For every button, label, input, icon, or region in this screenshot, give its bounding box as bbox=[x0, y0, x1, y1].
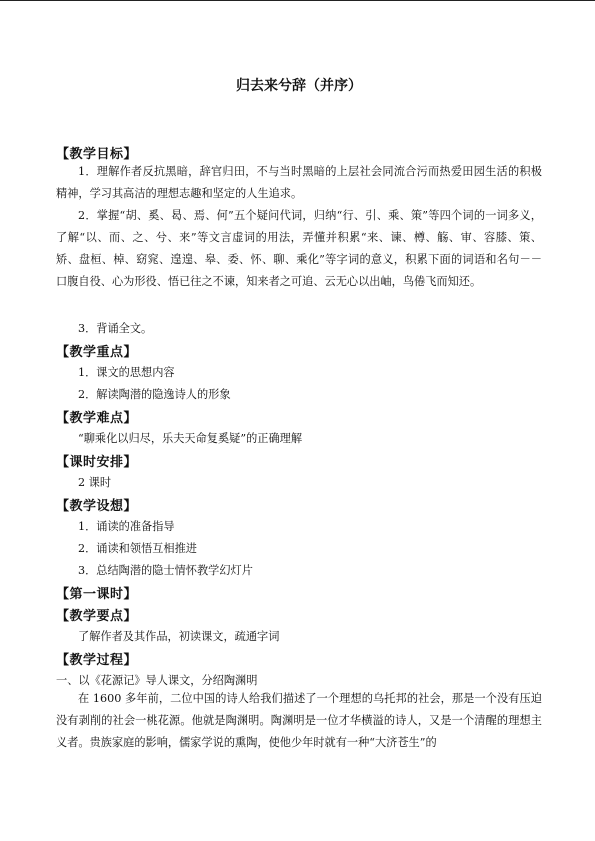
key-point-1: 1．课文的思想内容 bbox=[78, 366, 175, 379]
document-title: 归去来兮辞（并序） bbox=[236, 78, 362, 94]
objective-item-3: 3．背诵全文。 bbox=[78, 322, 153, 335]
heading-difficulties: 【教学难点】 bbox=[56, 411, 138, 426]
page-top-border bbox=[0, 0, 595, 1]
key-point-2: 2．解读陶潜的隐逸诗人的形象 bbox=[78, 388, 231, 401]
process-paragraph-1: 在 1600 多年前，二位中国的诗人给我们描述了一个理想的乌托邦的社会，那是一个没有压迫没有剥削的社会一桃花源。他就是陶渊明。陶渊明是一位才华横溢的诗人，又是一个清醒的理想主义者。贵族家庭的影响，儒家学说的熏陶，使他少年时就有一种“大济苍生”的 bbox=[56, 692, 542, 749]
heading-process: 【教学过程】 bbox=[56, 653, 138, 668]
heading-essentials: 【教学要点】 bbox=[56, 609, 138, 624]
heading-schedule: 【课时安排】 bbox=[56, 455, 138, 470]
design-item-2: 2．诵读和领悟互相推进 bbox=[78, 542, 197, 555]
design-item-1: 1．诵读的准备指导 bbox=[78, 520, 175, 533]
objective-item-1: 1．理解作者反抗黑暗，辞官归田，不与当时黑暗的上层社会同流合污而热爱田园生活的积极精神，学习其高洁的理想志趣和坚定的人生追求。 bbox=[56, 165, 542, 200]
design-item-3: 3．总结陶潜的隐士情怀教学幻灯片 bbox=[78, 564, 253, 577]
heading-objectives: 【教学目标】 bbox=[56, 147, 138, 162]
essentials-text: 了解作者及其作品，初读课文，疏通字词 bbox=[78, 630, 280, 643]
difficulty-text: “聊乘化以归尽，乐夫天命复奚疑”的正确理解 bbox=[78, 432, 303, 445]
schedule-text: 2 课时 bbox=[78, 476, 112, 489]
heading-design: 【教学设想】 bbox=[56, 499, 138, 514]
heading-key-points: 【教学重点】 bbox=[56, 345, 138, 360]
heading-lesson-1: 【第一课时】 bbox=[56, 587, 138, 602]
objective-item-2: 2．掌握“胡、奚、曷、焉、何”五个疑问代词，归纳“行、引、乘、策”等四个词的一词多义，了解“以、而、之、兮、来”等文言虚词的用法，弄懂并积累“来、谏、樽、觞、审、容膝、策、矫、盘桓、棹、窈窕、遑遑、皋、委、怀、聊、乘化”等字词的意义，积累下面的词语和名句－－口腹自役、心为形役、悟已往之不谏，知来者之可追、云无心以出岫，鸟倦飞而知还。 bbox=[56, 209, 542, 288]
process-step-1: 一、以《花源记》导人课文，分绍陶渊明 bbox=[56, 674, 258, 687]
